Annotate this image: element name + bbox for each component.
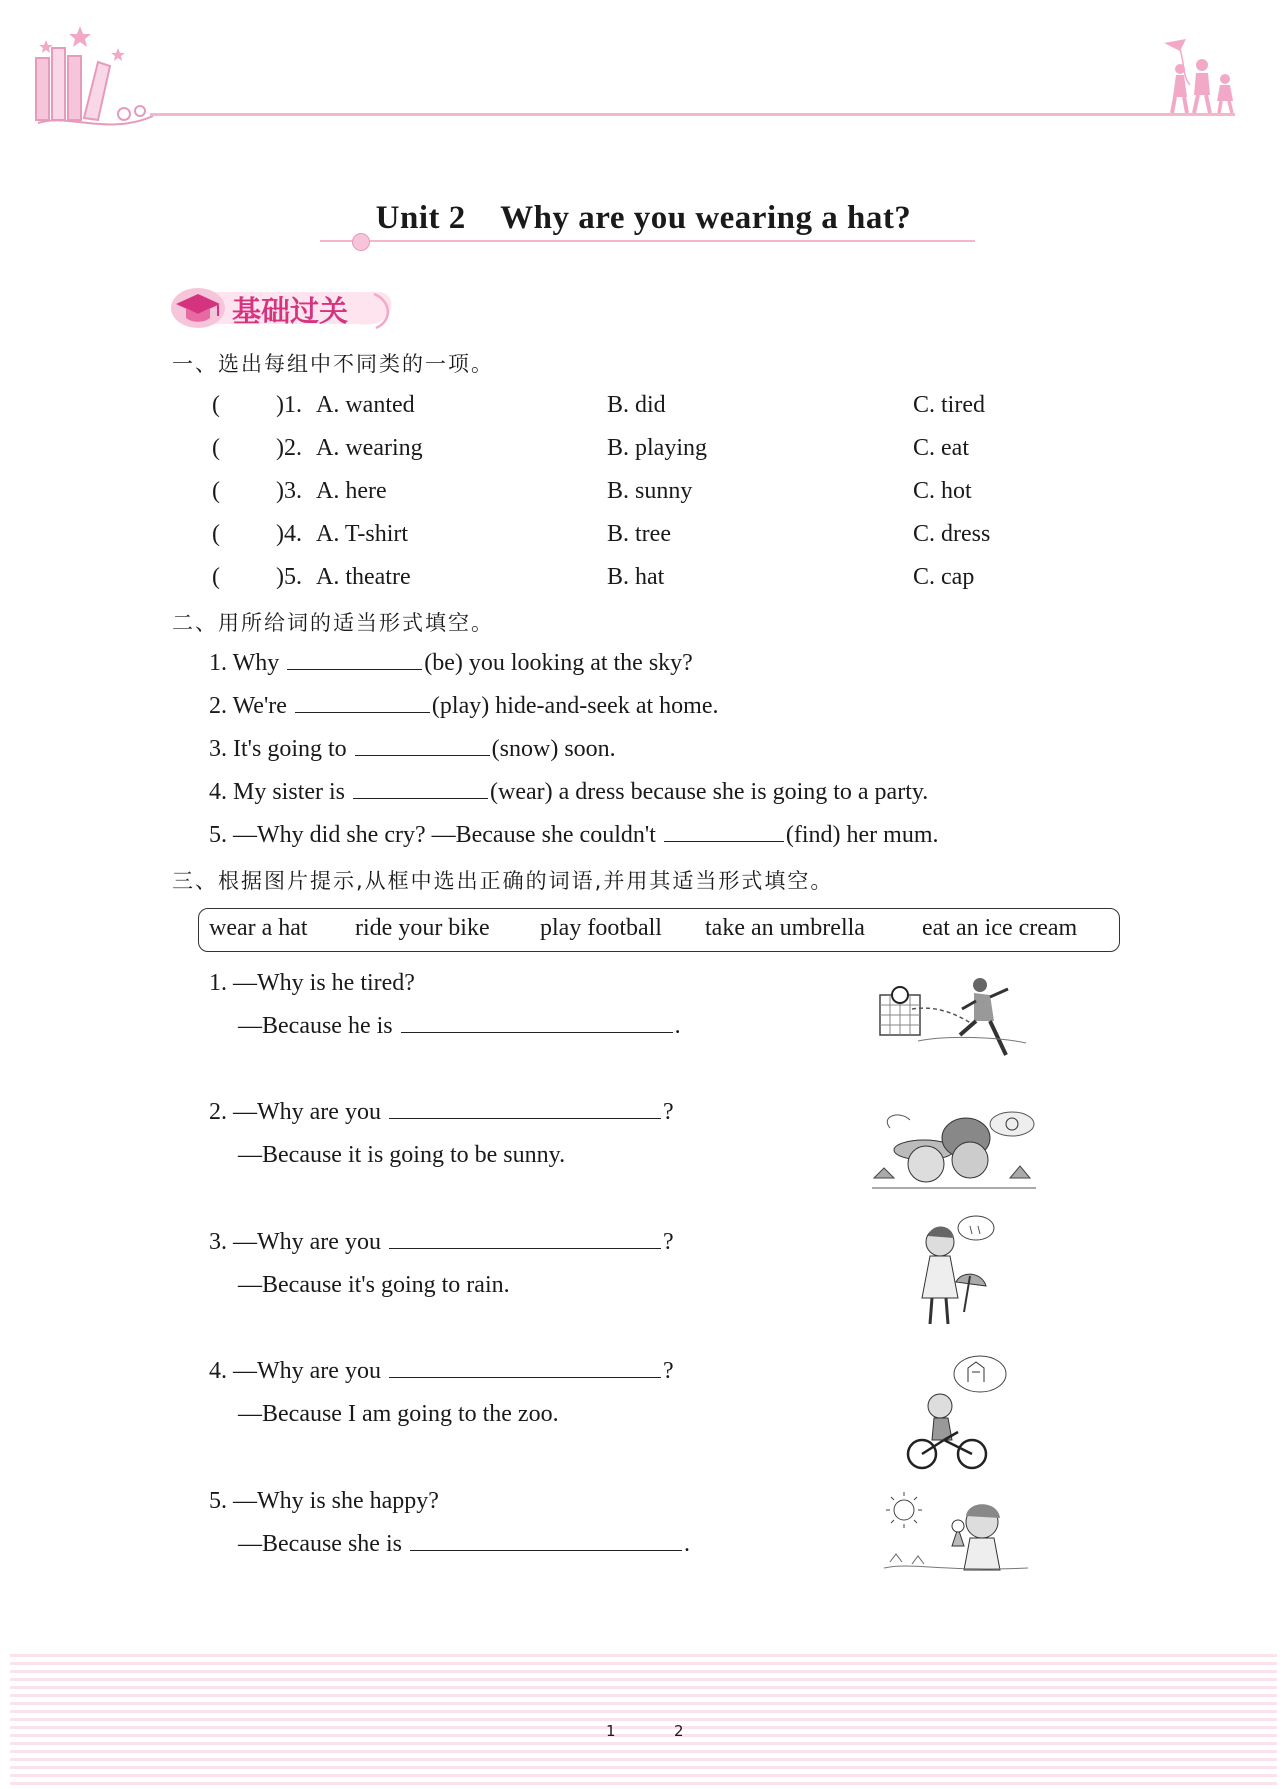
fill-in-sentence bbox=[209, 736, 616, 763]
answer-blank[interactable] bbox=[353, 780, 488, 799]
title-dot bbox=[352, 233, 370, 251]
sentence-start: 5. —Why did she cry? —Because she couldn't bbox=[209, 822, 656, 848]
question-start: 3. —Why are you bbox=[209, 1229, 381, 1255]
word-hint: (be) bbox=[424, 650, 463, 676]
answer-end: . bbox=[683, 1531, 690, 1557]
answer-paren-open: ( bbox=[212, 478, 220, 504]
answer-blank[interactable] bbox=[389, 1100, 661, 1119]
question-line: 1. —Why is he tired? bbox=[209, 970, 415, 996]
question-start: 2. —Why are you bbox=[209, 1099, 381, 1125]
question-number: )3. bbox=[276, 478, 302, 504]
question-number: )2. bbox=[276, 435, 302, 461]
sentence-end: soon. bbox=[564, 736, 616, 762]
answer-blank[interactable] bbox=[355, 737, 490, 756]
word-hint: (wear) bbox=[490, 779, 553, 805]
header-line bbox=[150, 113, 1235, 116]
sentence-start: 3. It's going to bbox=[209, 736, 347, 762]
answer-blank[interactable] bbox=[389, 1359, 661, 1378]
answer-blank[interactable] bbox=[664, 823, 784, 842]
picture-girl-umbrella bbox=[912, 1212, 1002, 1334]
answer-start: —Because he is bbox=[238, 1013, 393, 1039]
word-hint: (snow) bbox=[491, 736, 559, 762]
picture-boy-bike bbox=[900, 1352, 1012, 1472]
sentence-end: her mum. bbox=[846, 822, 939, 848]
word-hint: (play) bbox=[431, 693, 490, 719]
word-bank-item: eat an ice cream bbox=[922, 915, 1078, 941]
page-title: Unit 2 Why are you wearing a hat? bbox=[375, 200, 912, 236]
sentence-start: 2. We're bbox=[209, 693, 287, 719]
option-a: A. theatre bbox=[316, 564, 411, 590]
answer-line bbox=[238, 1013, 681, 1040]
picture-children-hats bbox=[870, 1108, 1038, 1194]
answer-blank[interactable] bbox=[410, 1532, 682, 1551]
question-number: )1. bbox=[276, 392, 302, 418]
question-number: )4. bbox=[276, 521, 302, 547]
word-bank-item: ride your bike bbox=[355, 915, 490, 941]
sentence-end: hide-and-seek at home. bbox=[495, 693, 719, 719]
answer-paren-open: ( bbox=[212, 392, 220, 418]
answer-line: —Because I am going to the zoo. bbox=[238, 1401, 559, 1427]
option-b: B. tree bbox=[607, 521, 671, 547]
option-b: B. playing bbox=[607, 435, 707, 461]
question-line: 5. —Why is she happy? bbox=[209, 1488, 439, 1514]
answer-paren-open: ( bbox=[212, 564, 220, 590]
answer-start: —Because she is bbox=[238, 1531, 402, 1557]
footer-band bbox=[10, 1654, 1277, 1789]
answer-blank[interactable] bbox=[401, 1014, 673, 1033]
question-start: 4. —Why are you bbox=[209, 1358, 381, 1384]
graduation-cap-icon bbox=[170, 286, 226, 330]
question-end: ? bbox=[662, 1358, 674, 1384]
header-books-logo bbox=[28, 18, 158, 133]
picture-girl-ice-cream bbox=[882, 1488, 1030, 1578]
fill-in-sentence bbox=[209, 693, 718, 720]
page-number-left: 1 bbox=[606, 1722, 616, 1740]
word-bank-box bbox=[198, 908, 1120, 952]
page-number-right: 2 bbox=[674, 1722, 684, 1740]
option-a: A. T-shirt bbox=[316, 521, 409, 547]
part3-heading: 三、根据图片提示,从框中选出正确的词语,并用其适当形式填空。 bbox=[172, 869, 834, 893]
sentence-end: a dress because she is going to a party. bbox=[558, 779, 929, 805]
answer-blank[interactable] bbox=[389, 1230, 661, 1249]
fill-in-sentence bbox=[209, 650, 693, 677]
option-c: C. cap bbox=[913, 564, 975, 590]
answer-end: . bbox=[674, 1013, 681, 1039]
section-label: 基础过关 bbox=[232, 294, 349, 328]
part2-heading: 二、用所给词的适当形式填空。 bbox=[172, 611, 494, 635]
answer-line bbox=[238, 1531, 690, 1558]
picture-boy-football bbox=[878, 975, 1028, 1067]
title-underline bbox=[320, 240, 975, 242]
question-number: )5. bbox=[276, 564, 302, 590]
fill-in-sentence bbox=[209, 822, 939, 849]
option-c: C. tired bbox=[913, 392, 985, 418]
option-c: C. dress bbox=[913, 521, 991, 547]
word-bank-item: wear a hat bbox=[209, 915, 308, 941]
part1-heading: 一、选出每组中不同类的一项。 bbox=[172, 352, 494, 376]
question-line bbox=[209, 1229, 674, 1256]
sentence-start: 1. Why bbox=[209, 650, 280, 676]
answer-line: —Because it's going to rain. bbox=[238, 1272, 510, 1298]
word-bank-item: play football bbox=[540, 915, 662, 941]
option-c: C. eat bbox=[913, 435, 969, 461]
option-a: A. wanted bbox=[316, 392, 415, 418]
option-a: A. here bbox=[316, 478, 387, 504]
question-line bbox=[209, 1358, 674, 1385]
option-c: C. hot bbox=[913, 478, 972, 504]
option-b: B. did bbox=[607, 392, 666, 418]
answer-paren-open: ( bbox=[212, 435, 220, 461]
option-a: A. wearing bbox=[316, 435, 423, 461]
word-hint: (find) bbox=[785, 822, 841, 848]
answer-blank[interactable] bbox=[295, 694, 430, 713]
option-b: B. hat bbox=[607, 564, 665, 590]
answer-paren-open: ( bbox=[212, 521, 220, 547]
answer-line: —Because it is going to be sunny. bbox=[238, 1142, 566, 1168]
header-children-kite-icon bbox=[1160, 35, 1240, 117]
question-end: ? bbox=[662, 1229, 674, 1255]
sentence-end: you looking at the sky? bbox=[468, 650, 693, 676]
answer-blank[interactable] bbox=[287, 651, 422, 670]
word-bank-item: take an umbrella bbox=[705, 915, 865, 941]
question-line bbox=[209, 1099, 674, 1126]
option-b: B. sunny bbox=[607, 478, 693, 504]
sentence-start: 4. My sister is bbox=[209, 779, 346, 805]
question-end: ? bbox=[662, 1099, 674, 1125]
fill-in-sentence bbox=[209, 779, 928, 806]
